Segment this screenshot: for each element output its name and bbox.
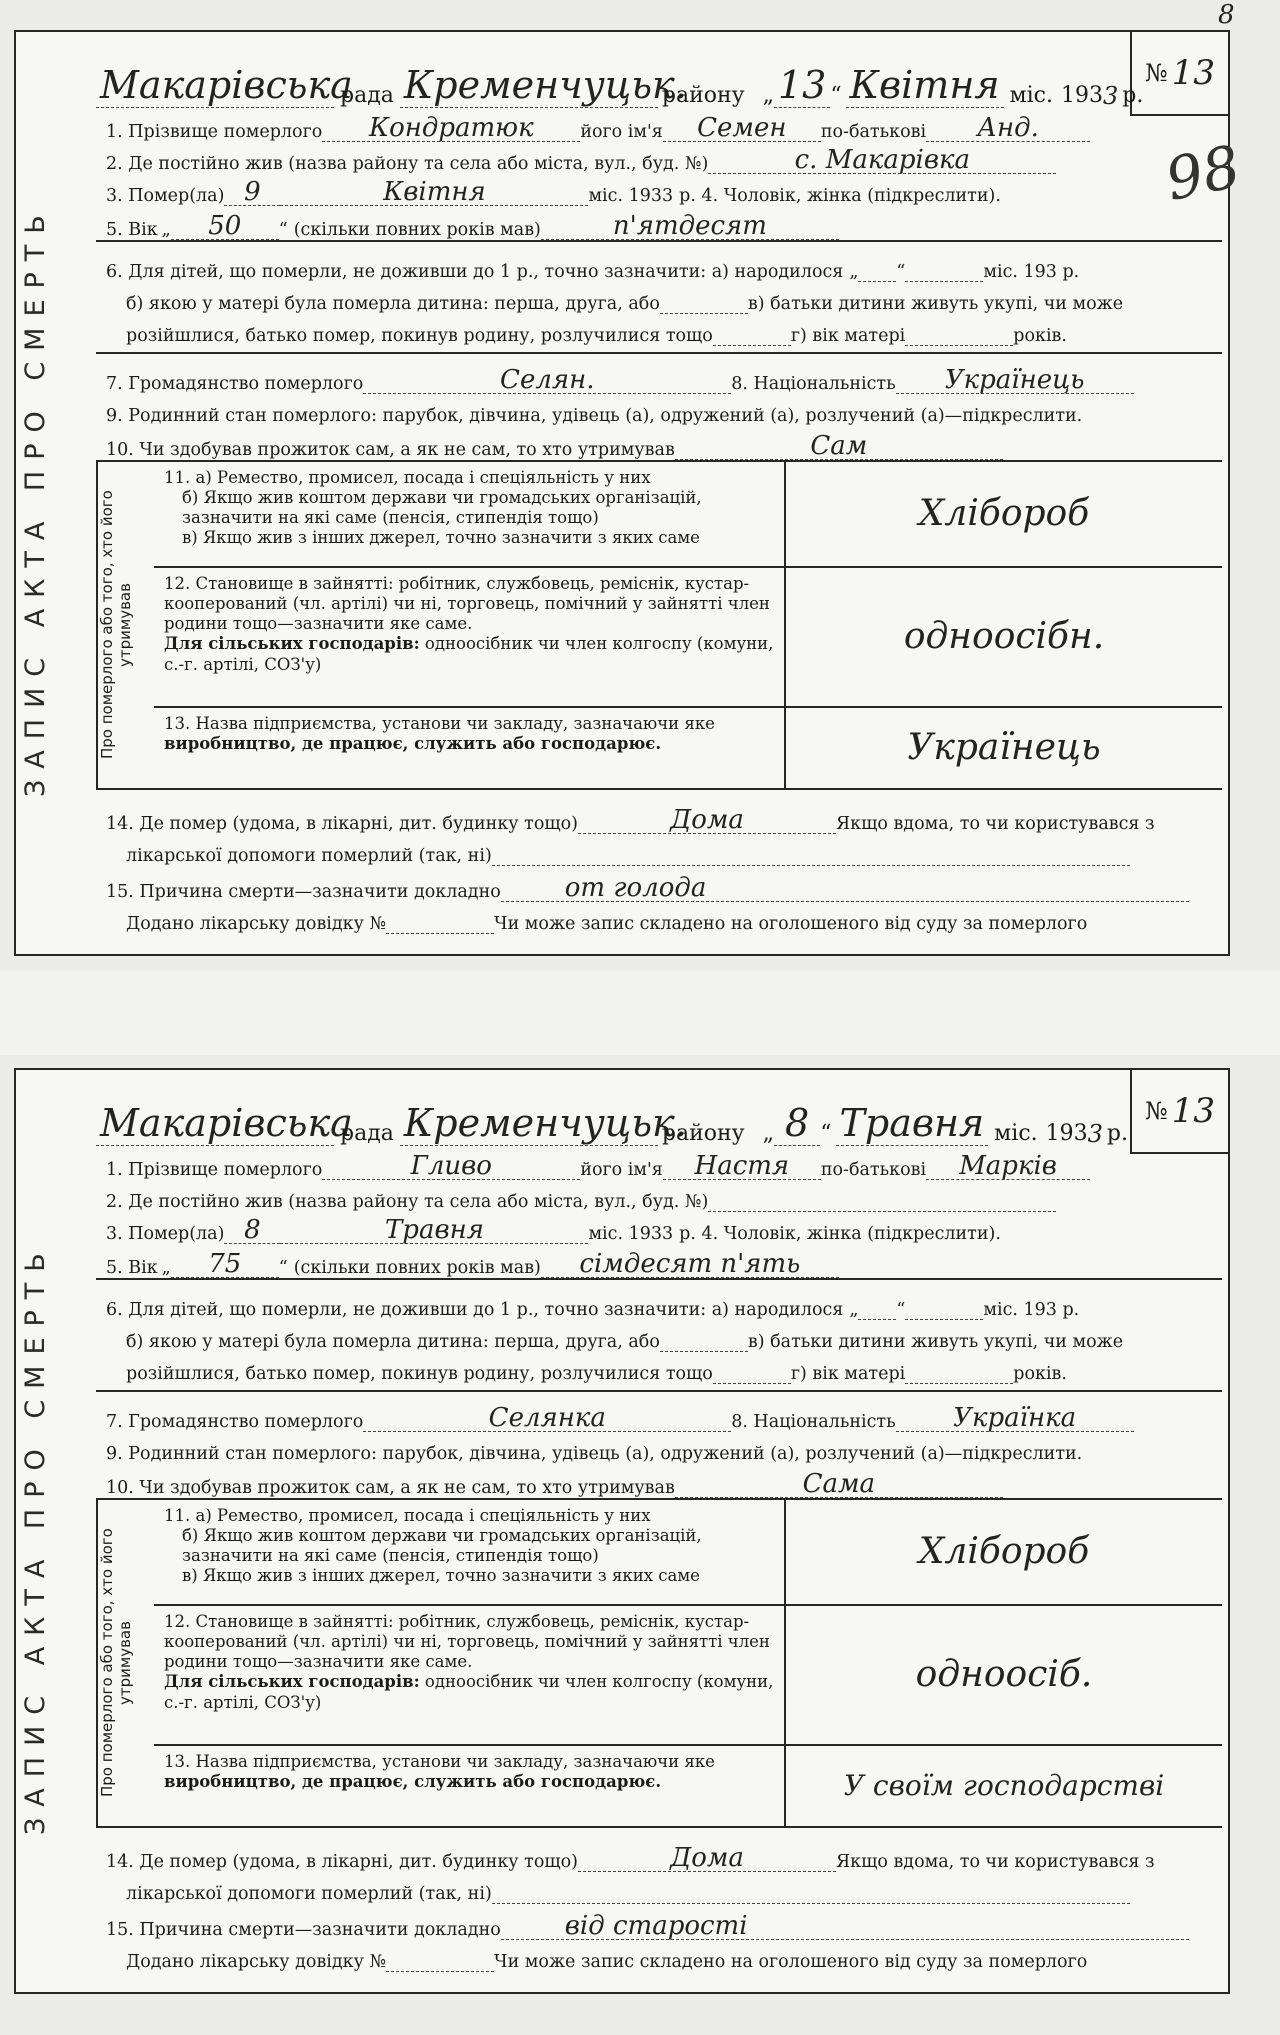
line-3-label: 3. Помер(ла) (106, 1224, 225, 1244)
line-14 (96, 790, 1222, 834)
raion-field[interactable] (400, 63, 687, 108)
patronymic-value: Марків (959, 1151, 1057, 1181)
nationality-value: Українка (953, 1403, 1077, 1433)
record-number-label: № (1145, 1097, 1168, 1125)
age-note: (скільки повних років мав) (293, 1258, 541, 1278)
question-11 (154, 1500, 1222, 1606)
line-9 (96, 394, 1222, 426)
line-6b (96, 1320, 1222, 1352)
question-11b: б) Якщо жив коштом держави чи громадських організацій, зазначити на які саме (пенсія, стипендія тощо) (182, 488, 702, 528)
nationality-label: 8. Національність (731, 374, 896, 394)
line-1-label: 1. Прізвище померлого (106, 122, 323, 142)
line-6a (96, 1280, 1222, 1320)
question-13-answer: Українець (907, 727, 1101, 768)
name-label: його ім'я (580, 1160, 663, 1180)
medical-help-field[interactable] (492, 1903, 1130, 1904)
surname-field[interactable] (322, 115, 580, 142)
line-14 (96, 1828, 1222, 1872)
livelihood-label: 10. Чи здобував прожиток сам, а як не сам, то хто утримував (106, 440, 675, 460)
year-prefix: 193 (1045, 1121, 1088, 1146)
section-children (96, 1280, 1222, 1392)
first-name-value: Семен (697, 113, 787, 143)
livelihood-field[interactable] (675, 1471, 1003, 1498)
rada-field[interactable] (96, 1101, 353, 1146)
page-gap (0, 970, 1280, 1055)
parents-status-field[interactable] (713, 1383, 791, 1384)
month-value: Травня (839, 1101, 985, 1145)
section-death (96, 790, 1222, 934)
month-label: міс. (994, 1121, 1038, 1146)
question-11-answer-field[interactable] (786, 462, 1222, 566)
form-body (96, 110, 1222, 950)
year-suffix: р. (1122, 83, 1144, 108)
question-11-answer: Хлібороб (918, 1531, 1090, 1572)
patronymic-field[interactable] (926, 115, 1090, 142)
question-13 (154, 1746, 1222, 1826)
sex-label: р. 4. Чоловік, жінка (підкреслити). (679, 1224, 1001, 1244)
death-day-value: 8 (244, 1215, 261, 1245)
citizenship-label: 7. Громадянство померлого (106, 374, 364, 394)
line-6c (96, 314, 1222, 346)
marital-status-label: 9. Родинний стан померлого: парубок, дівчина, удівець (а), одружений (а), розлучений (а)—підкреслити. (106, 1444, 1083, 1464)
birth-month-field[interactable] (905, 281, 983, 282)
day-open-quote: „ (762, 83, 774, 108)
line-7 (96, 354, 1222, 394)
line-15 (96, 1904, 1222, 1940)
line-7 (96, 1392, 1222, 1432)
death-year-digit: 3 (661, 1224, 674, 1244)
question-12a: 12. Становище в зайнятті: робітник, службовець, реміснік, кустар-кооперований (чл. артілі) чи ні, торговець, помічний у зайнятті член родини тощо—зазначити яке саме. (164, 574, 770, 634)
question-13-text (154, 1746, 786, 1826)
medical-help-label: Якщо вдома, то чи користувався з (836, 1852, 1155, 1872)
livelihood-value: Сама (802, 1469, 876, 1499)
header-line (96, 1072, 1128, 1146)
question-12-answer-field[interactable] (786, 568, 1222, 706)
death-place-label: 14. Де помер (удома, в лікарні, дит. будинку тощо) (106, 814, 578, 834)
death-month-field[interactable] (280, 179, 588, 206)
birth-open-quote: „ (849, 262, 859, 282)
raion-value: Кременчуцьк. (403, 1101, 687, 1145)
occupation-side-label: Про померлого або того, хто його утримував (96, 1500, 154, 1826)
nationality-field[interactable] (896, 367, 1134, 394)
margin-note: 98 (1159, 132, 1247, 214)
patronymic-label: по-батькові (820, 122, 927, 142)
birth-day-field[interactable] (858, 1319, 896, 1320)
age-words-value: п'ятдесят (612, 211, 767, 241)
line-16 (96, 1940, 1222, 1972)
line-1 (96, 1148, 1222, 1180)
certificate-field[interactable] (386, 933, 494, 934)
surname-value: Кондратюк (369, 113, 534, 143)
page-corner-note: 8 (1218, 0, 1235, 30)
line-2-label: 2. Де постійно жив (назва району та села або міста, вул., буд. №) (106, 154, 709, 174)
question-11b: б) Якщо жив коштом держави чи громадських організацій, зазначити на які саме (пенсія, стипендія тощо) (182, 1526, 702, 1566)
age-label: 5. Вік (106, 220, 158, 240)
line-6b-label: б) якою у матері була померла дитина: перша, друга, або (126, 1332, 660, 1352)
age-words-value: сімдесят п'ять (579, 1249, 801, 1279)
header-line (96, 34, 1144, 110)
birth-day-field[interactable] (858, 281, 896, 282)
year-suffix: р. (1106, 1121, 1128, 1146)
day-close-quote: “ (830, 83, 842, 108)
question-13 (154, 708, 1222, 788)
mother-age-suffix: років. (1013, 1364, 1067, 1384)
question-11-answer: Хлібороб (918, 493, 1090, 534)
line-10 (96, 426, 1222, 462)
question-12b: Для сільських господарів: (164, 634, 420, 654)
nationality-value: Українець (944, 365, 1085, 395)
death-year-label: міс. 193 (588, 1224, 662, 1244)
age-open-quote: „ (161, 1258, 171, 1278)
record-number-box (1130, 1068, 1230, 1154)
death-day-field[interactable] (224, 1217, 280, 1244)
year-digit: 3 (1087, 1120, 1103, 1148)
side-title: ЗАПИС АКТА ПРО СМЕРТЬ (20, 204, 51, 798)
first-name-value: Настя (694, 1151, 790, 1181)
death-year-label: міс. 193 (588, 186, 662, 206)
raion-value: Кременчуцьк. (403, 63, 687, 107)
line-2 (96, 1180, 1222, 1212)
record-number-value: 13 (1171, 53, 1215, 93)
residence-value: с. Макарівка (794, 145, 970, 175)
court-label: Чи може запис складено на оголошеного від суду за померлого (494, 1952, 1088, 1972)
line-6a-label: 6. Для дітей, що померли, не доживши до 1 р., точно зазначити: а) народилося (106, 1300, 844, 1320)
patronymic-field[interactable] (926, 1153, 1090, 1180)
birth-month-field[interactable] (905, 1319, 983, 1320)
day-open-quote: „ (762, 1121, 774, 1146)
mother-age-label: г) вік матері (790, 1364, 906, 1384)
age-field[interactable] (171, 1251, 279, 1278)
section-children (96, 242, 1222, 354)
first-name-field[interactable] (663, 115, 821, 142)
rada-field[interactable] (96, 63, 353, 108)
month-field[interactable] (836, 1101, 989, 1146)
age-close-quote: “ (278, 220, 288, 240)
medical-help-label-2: лікарської допомоги померлий (так, ні) (126, 846, 492, 866)
question-11c: в) Якщо жив з інших джерел, точно зазначити з яких саме (182, 528, 700, 548)
question-12a: 12. Становище в зайнятті: робітник, службовець, реміснік, кустар-кооперований (чл. артілі) чи ні, торговець, помічний у зайнятті член родини тощо—зазначити яке саме. (164, 1612, 770, 1672)
question-11a: 11. а) Ремество, промисел, посада і спеціяльність у них (164, 468, 651, 487)
line-2 (96, 142, 1222, 174)
patronymic-value: Анд. (977, 113, 1039, 143)
question-11c: в) Якщо жив з інших джерел, точно зазначити з яких саме (182, 1566, 700, 1586)
raion-label: району (661, 83, 745, 108)
certificate-field[interactable] (386, 1971, 494, 1972)
question-12-answer: одноосіб. (915, 1654, 1093, 1695)
occupation-rows (154, 462, 1222, 788)
livelihood-label: 10. Чи здобував прожиток сам, а як не сам, то хто утримував (106, 1478, 675, 1498)
birth-year-label: міс. 193 р. (983, 1300, 1080, 1320)
rada-value: Макарівська (100, 63, 353, 107)
marital-status-label: 9. Родинний стан померлого: парубок, дівчина, удівець (а), одружений (а), розлучений (а)—підкреслити. (106, 406, 1083, 426)
section-occupation (96, 462, 1222, 790)
medical-help-label: Якщо вдома, то чи користувався з (836, 814, 1155, 834)
nationality-label: 8. Національність (731, 1412, 896, 1432)
age-label: 5. Вік (106, 1258, 158, 1278)
death-day-field[interactable] (224, 179, 280, 206)
raion-label: району (661, 1121, 745, 1146)
section-identity (96, 110, 1222, 242)
line-10 (96, 1464, 1222, 1500)
section-death (96, 1828, 1222, 1972)
death-place-field[interactable] (578, 1845, 836, 1872)
question-12 (154, 1606, 1222, 1746)
cause-label: 15. Причина смерти—зазначити докладно (106, 882, 501, 902)
death-month-field[interactable] (280, 1217, 588, 1244)
death-month-value: Квітня (383, 177, 486, 207)
citizenship-field[interactable] (363, 367, 731, 394)
question-13-answer: У своїм господарстві (843, 1769, 1165, 1802)
death-year-digit: 3 (661, 186, 674, 206)
question-13-answer-field[interactable] (786, 708, 1222, 788)
rada-label: рада (340, 1121, 394, 1146)
livelihood-field[interactable] (675, 433, 1003, 460)
line-3 (96, 1212, 1222, 1244)
line-1-label: 1. Прізвище померлого (106, 1160, 323, 1180)
birth-year-label: міс. 193 р. (983, 262, 1080, 282)
birth-open-quote: „ (849, 1300, 859, 1320)
age-value: 50 (208, 211, 242, 241)
mother-age-label: г) вік матері (790, 326, 906, 346)
residence-field[interactable] (708, 1191, 1056, 1212)
parents-label: в) батьки дитини живуть укупі, чи може (747, 294, 1124, 314)
death-day-value: 9 (244, 177, 261, 207)
side-title: ЗАПИС АКТА ПРО СМЕРТЬ (20, 1242, 51, 1836)
line-9 (96, 1432, 1222, 1464)
day-value: 8 (785, 1101, 810, 1145)
age-close-quote: “ (278, 1258, 288, 1278)
citizenship-field[interactable] (363, 1405, 731, 1432)
cause-field[interactable] (501, 875, 1189, 902)
death-place-field[interactable] (578, 807, 836, 834)
birth-close-quote: “ (896, 1300, 906, 1320)
line-6c (96, 1352, 1222, 1384)
question-12 (154, 568, 1222, 708)
year-prefix: 193 (1060, 83, 1103, 108)
death-place-value: Дома (670, 805, 744, 835)
cause-field[interactable] (501, 1913, 1189, 1940)
nationality-field[interactable] (896, 1405, 1134, 1432)
question-11-text (154, 1500, 786, 1604)
certificate-label: Додано лікарську довідку № (126, 914, 387, 934)
citizenship-label: 7. Громадянство померлого (106, 1412, 364, 1432)
medical-help-field[interactable] (492, 865, 1130, 866)
question-13a: 13. Назва підприємства, установи чи закладу, зазначаючи яке (164, 714, 715, 733)
line-6c-label: розійшлися, батько помер, покинув родину, розлучилися тощо (126, 1364, 713, 1384)
line-6b (96, 282, 1222, 314)
question-13-answer-field[interactable] (786, 1746, 1222, 1826)
question-12-answer: одноосібн. (903, 616, 1105, 657)
line-6c-label: розійшлися, батько помер, покинув родину, розлучилися тощо (126, 326, 713, 346)
form-body (96, 1148, 1222, 1988)
line-6a-label: 6. Для дітей, що померли, не доживши до 1 р., точно зазначити: а) народилося (106, 262, 844, 282)
death-record-form-2 (14, 1068, 1230, 1994)
question-11a: 11. а) Ремество, промисел, посада і спеціяльність у них (164, 1506, 651, 1525)
section-status (96, 354, 1222, 462)
line-6b-label: б) якою у матері була померла дитина: перша, друга, або (126, 294, 660, 314)
patronymic-label: по-батькові (820, 1160, 927, 1180)
first-name-field[interactable] (663, 1153, 821, 1180)
line-6a (96, 242, 1222, 282)
question-12c: одноосібник чи член колгоспу (комуни, с.-г. артілі, СОЗ'у) (164, 634, 774, 674)
livelihood-value: Сам (810, 431, 868, 461)
line-5 (96, 1244, 1222, 1278)
question-13b: виробництво, де працює, служить або господарює. (164, 734, 662, 754)
day-value: 13 (778, 63, 827, 107)
occupation-rows (154, 1500, 1222, 1826)
occupation-side-label: Про померлого або того, хто його утримував (96, 462, 154, 788)
rada-label: рада (340, 83, 394, 108)
death-record-form-1 (14, 30, 1247, 956)
parents-status-field[interactable] (713, 345, 791, 346)
month-label: міс. (1009, 83, 1053, 108)
raion-field[interactable] (400, 1101, 687, 1146)
sex-label: р. 4. Чоловік, жінка (підкреслити). (679, 186, 1001, 206)
section-status (96, 1392, 1222, 1500)
rada-value: Макарівська (100, 1101, 353, 1145)
age-words-field[interactable] (541, 1251, 839, 1278)
question-13-text (154, 708, 786, 788)
cause-value: від старості (564, 1911, 748, 1941)
mother-age-field[interactable] (905, 345, 1013, 346)
line-14b (96, 834, 1222, 866)
citizenship-value: Селян. (500, 365, 595, 395)
question-13a: 13. Назва підприємства, установи чи закладу, зазначаючи яке (164, 1752, 715, 1771)
line-5 (96, 206, 1222, 240)
age-note: (скільки повних років мав) (293, 220, 541, 240)
cause-label: 15. Причина смерти—зазначити докладно (106, 1920, 501, 1940)
line-15 (96, 866, 1222, 902)
mother-age-suffix: років. (1013, 326, 1067, 346)
day-field[interactable] (774, 1101, 820, 1146)
death-place-value: Дома (670, 1843, 744, 1873)
month-value: Квітня (849, 63, 1000, 107)
parents-label: в) батьки дитини живуть укупі, чи може (747, 1332, 1124, 1352)
question-12-text (154, 568, 786, 706)
record-number-box (1130, 30, 1230, 116)
line-3-label: 3. Помер(ла) (106, 186, 225, 206)
child-order-field[interactable] (660, 313, 748, 314)
question-13b: виробництво, де працює, служить або господарює. (164, 1772, 662, 1792)
birth-close-quote: “ (896, 262, 906, 282)
citizenship-value: Селянка (488, 1403, 606, 1433)
section-occupation (96, 1500, 1222, 1828)
age-words-field[interactable] (541, 213, 839, 240)
cause-value: от голода (564, 873, 707, 903)
child-order-field[interactable] (660, 1351, 748, 1352)
question-11 (154, 462, 1222, 568)
question-12c: одноосібник чи член колгоспу (комуни, с.-г. артілі, СОЗ'у) (164, 1672, 774, 1712)
certificate-label: Додано лікарську довідку № (126, 1952, 387, 1972)
age-value: 75 (208, 1249, 242, 1279)
day-close-quote: “ (820, 1121, 832, 1146)
section-identity (96, 1148, 1222, 1280)
record-number-value: 13 (1171, 1091, 1215, 1131)
age-field[interactable] (171, 213, 279, 240)
record-number-label: № (1145, 59, 1168, 87)
month-field[interactable] (846, 63, 1004, 108)
name-label: його ім'я (580, 122, 663, 142)
line-2-label: 2. Де постійно жив (назва району та села або міста, вул., буд. №) (106, 1192, 709, 1212)
question-12b: Для сільських господарів: (164, 1672, 420, 1692)
question-11-text (154, 462, 786, 566)
question-11-answer-field[interactable] (786, 1500, 1222, 1604)
surname-value: Гливо (410, 1151, 492, 1181)
question-12-text (154, 1606, 786, 1744)
death-month-value: Травня (384, 1215, 484, 1245)
line-14b (96, 1872, 1222, 1904)
mother-age-field[interactable] (905, 1383, 1013, 1384)
year-digit: 3 (1102, 82, 1119, 110)
line-1 (96, 110, 1222, 142)
medical-help-label-2: лікарської допомоги померлий (так, ні) (126, 1884, 492, 1904)
court-label: Чи може запис складено на оголошеного від суду за померлого (494, 914, 1088, 934)
day-field[interactable] (774, 63, 830, 108)
line-16 (96, 902, 1222, 934)
death-place-label: 14. Де помер (удома, в лікарні, дит. будинку тощо) (106, 1852, 578, 1872)
age-open-quote: „ (161, 220, 171, 240)
residence-field[interactable] (708, 147, 1056, 174)
question-12-answer-field[interactable] (786, 1606, 1222, 1744)
surname-field[interactable] (322, 1153, 580, 1180)
line-3 (96, 174, 1222, 206)
